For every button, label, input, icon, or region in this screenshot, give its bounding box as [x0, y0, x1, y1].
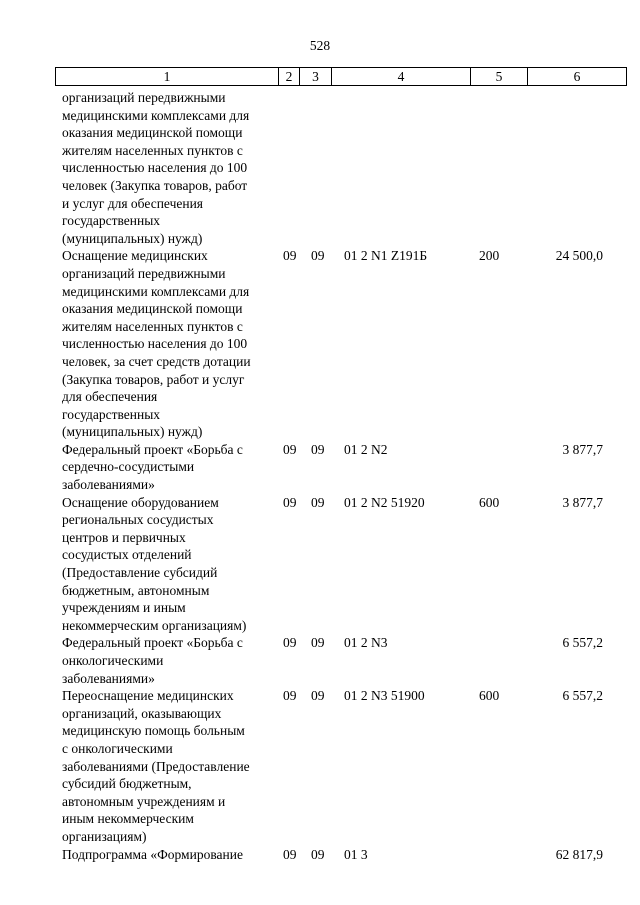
row-name-line: организаций передвижными [62, 90, 226, 105]
row-name-line: (муниципальных) нужд) [62, 424, 203, 440]
header-cell-col4: 4 [332, 68, 471, 86]
section-code-cell: 09 [283, 494, 297, 510]
page-number: 528 [309, 38, 331, 53]
row-name-cell [62, 494, 282, 635]
section-code-cell: 09 [283, 846, 297, 862]
row-name-line: автономным учреждениям и [62, 793, 226, 809]
section-code-cell: 09 [283, 441, 297, 457]
row-name-line: учреждениям и иным [62, 600, 186, 616]
row-name-line: организаций, оказывающих [62, 705, 222, 721]
table-header [55, 67, 627, 86]
row-name-line: онкологическими [62, 653, 164, 668]
subsection-code-cell: 09 [311, 494, 325, 510]
row-name-line: (Предоставление субсидий [62, 565, 218, 581]
row-name-line: и услуг для обеспечения [62, 195, 204, 211]
header-cell-col3: 3 [300, 68, 332, 86]
row-name-line: для обеспечения [62, 389, 158, 405]
expense-type-cell: 600 [479, 494, 500, 510]
row-name-line: человек, за счет средств дотации [62, 353, 251, 369]
row-name-line: Переоснащение медицинских [62, 688, 234, 704]
amount-cell: 3 877,7 [562, 441, 603, 457]
row-name-cell [62, 846, 282, 864]
row-name-line: с онкологическими [62, 740, 173, 756]
row-name-line: медицинскую помощь больным [62, 723, 245, 739]
row-name-line: некоммерческим организациям) [62, 617, 247, 633]
row-name-line: субсидий бюджетным, [62, 776, 192, 792]
row-name-line: Федеральный проект «Борьба с [62, 635, 243, 651]
subsection-code-cell: 09 [311, 635, 325, 651]
row-name-line: (Закупка товаров, работ и услуг [62, 371, 245, 387]
row-name-line: заболеваниями» [62, 477, 155, 493]
table-row [0, 441, 640, 494]
row-name-line: медицинскими комплексами для [62, 283, 250, 299]
target-article-cell: 01 2 N3 51900 [344, 688, 425, 704]
amount-cell: 62 817,9 [555, 846, 603, 862]
expense-type-cell: 600 [479, 688, 500, 704]
target-article-cell: 01 2 N1 Z191Б [344, 248, 428, 264]
section-code-cell: 09 [283, 688, 297, 704]
row-name-line: бюджетным, автономным [62, 582, 210, 598]
target-article-cell: 01 2 N2 51920 [344, 494, 425, 510]
row-name-line: численностью населения до 100 [62, 160, 248, 176]
header-cell-col6: 6 [528, 68, 627, 86]
header-cell-col5: 5 [471, 68, 528, 86]
table-row [0, 634, 640, 687]
row-name-line: Оснащение медицинских [62, 248, 208, 264]
section-code-cell: 09 [283, 635, 297, 651]
row-name-line: сердечно-сосудистыми [62, 459, 195, 475]
header-cell-col2: 2 [279, 68, 300, 86]
subsection-code-cell: 09 [311, 248, 325, 264]
row-name-line: Федеральный проект «Борьба с [62, 441, 243, 457]
subsection-code-cell: 09 [311, 846, 325, 862]
row-name-line: организаций передвижными [62, 265, 226, 281]
row-name-line: государственных [62, 406, 161, 422]
row-name-line: государственных [62, 213, 161, 229]
expense-type-cell: 200 [479, 248, 500, 264]
row-name-cell [62, 441, 282, 494]
row-name-line: человек (Закупка товаров, работ [62, 177, 248, 193]
row-name-line: медицинскими комплексами для [62, 107, 250, 123]
amount-cell: 6 557,2 [562, 635, 603, 651]
row-name-cell [62, 634, 282, 687]
row-name-line: численностью населения до 100 [62, 336, 248, 352]
row-name-line: иным некоммерческим [62, 811, 194, 827]
row-name-cell [62, 687, 282, 845]
target-article-cell: 01 3 [344, 846, 368, 862]
header-cell-col1: 1 [56, 68, 279, 86]
row-name-line: жителям населенных пунктов с [62, 318, 243, 334]
table-row [0, 846, 640, 864]
subsection-code-cell: 09 [311, 688, 325, 704]
table-body [0, 89, 640, 863]
table-row [0, 247, 640, 441]
row-name-cell [62, 247, 282, 441]
row-name-line: оказания медицинской помощи [62, 301, 243, 317]
amount-cell: 24 500,0 [555, 248, 603, 264]
row-name-line: Оснащение оборудованием [62, 494, 219, 510]
row-name-line: жителям населенных пунктов с [62, 142, 243, 158]
row-name-line: оказания медицинской помощи [62, 125, 243, 141]
row-name-line: Подпрограмма «Формирование [62, 846, 243, 862]
row-name-line: центров и первичных [62, 529, 186, 545]
row-name-line: (муниципальных) нужд) [62, 230, 203, 246]
subsection-code-cell: 09 [311, 441, 325, 457]
amount-cell: 3 877,7 [562, 494, 603, 510]
target-article-cell: 01 2 N3 [344, 635, 388, 651]
row-name-cell [62, 89, 282, 247]
amount-cell: 6 557,2 [562, 688, 603, 704]
table-row [0, 494, 640, 635]
target-article-cell: 01 2 N2 [344, 441, 388, 457]
row-name-line: организациям) [62, 828, 147, 844]
row-name-line: сосудистых отделений [62, 547, 192, 563]
header-row [56, 68, 627, 86]
section-code-cell: 09 [283, 248, 297, 264]
table-row [0, 89, 640, 247]
table-row [0, 687, 640, 845]
row-name-line: заболеваниями (Предоставление [62, 758, 250, 774]
row-name-line: заболеваниями» [62, 670, 155, 686]
row-name-line: региональных сосудистых [62, 512, 214, 528]
